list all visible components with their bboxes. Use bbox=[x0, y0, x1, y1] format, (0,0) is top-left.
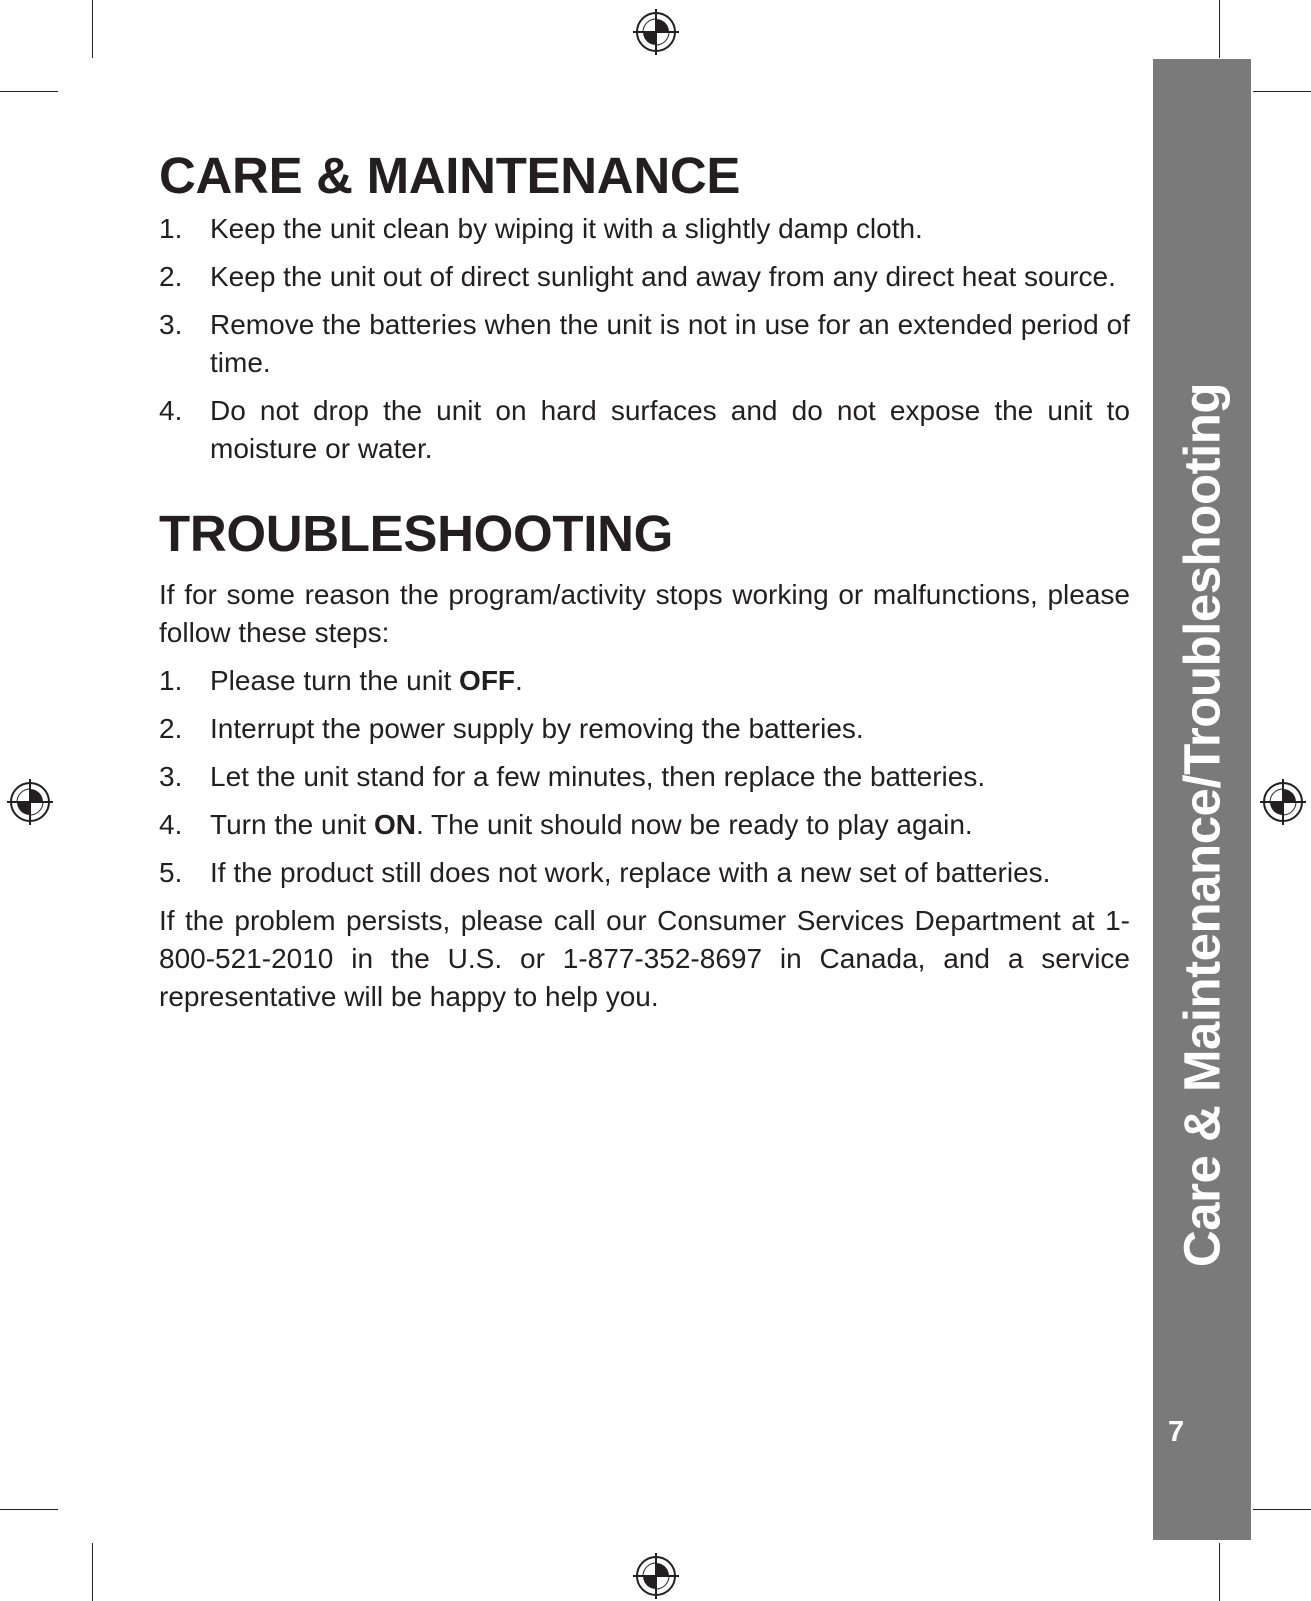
troubleshooting-list bbox=[159, 662, 1130, 892]
crop-mark bbox=[1219, 1543, 1220, 1601]
list-text-post: . bbox=[515, 665, 523, 697]
list-item bbox=[159, 710, 1130, 748]
list-item bbox=[159, 854, 1130, 892]
registration-mark-icon bbox=[7, 779, 53, 825]
crop-mark bbox=[92, 0, 93, 58]
crop-mark bbox=[92, 1543, 93, 1601]
list-text bbox=[210, 662, 1130, 700]
list-number: 5. bbox=[159, 857, 183, 889]
crop-mark bbox=[0, 1509, 58, 1510]
list-number: 1. bbox=[159, 665, 183, 697]
care-heading: CARE & MAINTENANCE bbox=[159, 147, 741, 204]
list-text: Keep the unit clean by wiping it with a slightly damp cloth. bbox=[210, 213, 923, 245]
crop-mark bbox=[1253, 91, 1311, 92]
page-number: 7 bbox=[1168, 1416, 1185, 1448]
page-content bbox=[159, 148, 1130, 1026]
list-item bbox=[159, 392, 1130, 468]
list-text: Do not drop the unit on hard surfaces and do not expose the unit to moisture or water. bbox=[210, 395, 1130, 465]
list-text: Keep the unit out of direct sunlight and away from any direct heat source. bbox=[210, 261, 1116, 293]
list-number: 1. bbox=[159, 213, 183, 245]
side-tab-title: Care & Maintenance/Troubleshooting bbox=[1173, 382, 1231, 1268]
list-item bbox=[159, 306, 1130, 382]
list-text: Remove the batteries when the unit is not in use for an extended period of time. bbox=[210, 309, 1130, 379]
crop-mark bbox=[1253, 1509, 1311, 1510]
care-list bbox=[159, 210, 1130, 468]
list-item bbox=[159, 758, 1130, 796]
list-number: 2. bbox=[159, 713, 183, 745]
registration-mark-icon bbox=[633, 1553, 679, 1599]
list-item bbox=[159, 210, 1130, 248]
registration-mark-icon bbox=[1260, 779, 1306, 825]
list-number: 3. bbox=[159, 309, 183, 341]
list-text: Interrupt the power supply by removing the batteries. bbox=[210, 713, 864, 745]
troubleshooting-intro: If for some reason the program/activity stops working or malfunctions, please follow these steps: bbox=[159, 579, 1130, 649]
list-number: 4. bbox=[159, 395, 183, 427]
list-item bbox=[159, 258, 1130, 296]
list-item bbox=[159, 662, 1130, 700]
troubleshooting-contact: If the problem persists, please call our Consumer Services Department at 1-800-521-2010 in the U.S. or 1-877-352-8697 in Canada, and a service representative will be happy to help you. bbox=[159, 905, 1130, 1013]
troubleshooting-heading: TROUBLESHOOTING bbox=[159, 505, 673, 563]
crop-mark bbox=[1219, 0, 1220, 58]
list-text-pre: Turn the unit bbox=[210, 809, 374, 841]
list-number: 4. bbox=[159, 809, 183, 841]
list-text-post: . The unit should now be ready to play again. bbox=[415, 809, 973, 841]
list-text: Let the unit stand for a few minutes, then replace the batteries. bbox=[210, 761, 986, 793]
list-text: If the product still does not work, replace with a new set of batteries. bbox=[210, 857, 1051, 889]
list-item bbox=[159, 806, 1130, 844]
on-label: ON bbox=[373, 809, 416, 841]
off-label: OFF bbox=[459, 665, 516, 697]
list-number: 2. bbox=[159, 261, 183, 293]
list-number: 3. bbox=[159, 761, 183, 793]
crop-mark bbox=[0, 91, 58, 92]
registration-mark-icon bbox=[633, 9, 679, 55]
list-text bbox=[210, 806, 1130, 844]
list-text-pre: Please turn the unit bbox=[210, 665, 460, 697]
